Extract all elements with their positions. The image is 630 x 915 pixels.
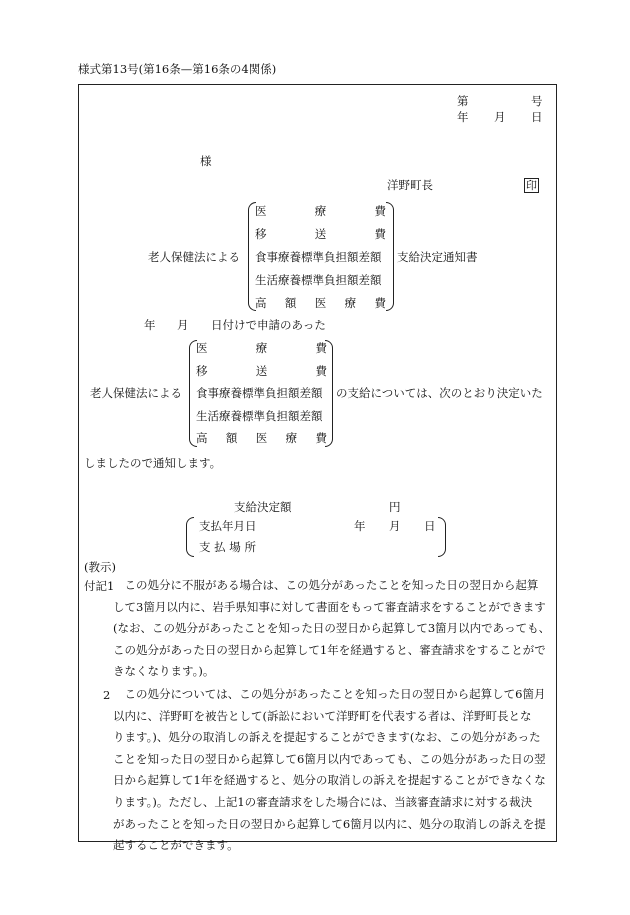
application-text: 日付けで申請のあった <box>211 318 326 332</box>
block2-item-1 <box>196 363 327 378</box>
note2-label: 2 <box>103 688 111 702</box>
block1-item-4-part-3: 療 <box>344 296 357 310</box>
block2-item-4-part-2: 医 <box>255 431 268 445</box>
block1-item-0-part-2: 費 <box>374 204 386 218</box>
block2-item-4-part-0: 高 <box>196 431 208 445</box>
payment-month: 月 <box>389 519 401 533</box>
closing-text: しましたので通知します。 <box>84 456 222 470</box>
block2-item-4-part-4: 費 <box>315 431 327 445</box>
note2-text: この処分については、この処分があったことを知った日の翌日から起算して6箇月 以内に、洋野町を被告として(訴訟において洋野町を代表する者は、洋野町長とな ります。)、処分の取消しの訴えを提起することができます(なお、この処分があった ことを知った日の翌日から起算して6箇月以内であっても、この処分があった日の翌 日から起算して1年を経過すると、処分の取消しの訴えを提起することができなくな ります。)。ただし、上記1の審査請求をした場合には、当該審査請求に対する裁決 があったことを知った日の翌日から起算して6箇月以内に、処分の取消しの訴えを提 起することができます。 <box>113 687 546 853</box>
application-month: 月 <box>177 318 189 332</box>
block2-item-2 <box>196 388 327 400</box>
block2-item-0 <box>196 343 327 355</box>
block1-item-0-part-1: 療 <box>314 204 327 218</box>
payment-year: 年 <box>354 519 366 533</box>
block1-suffix: 支給決定通知書 <box>397 250 478 264</box>
block1-item-1-part-2: 費 <box>374 227 386 241</box>
block1-item-4-part-0: 高 <box>255 296 267 310</box>
block2-item-4-part-3: 療 <box>285 431 298 445</box>
block2-item-0-part-1: 療 <box>255 341 268 355</box>
seal-mark: 印 <box>526 179 537 192</box>
payment-right-bracket <box>438 517 446 557</box>
date-month: 月 <box>494 110 506 124</box>
block1-item-4 <box>255 298 386 310</box>
date-day: 日 <box>531 110 543 124</box>
block2-item-0-part-0: 医 <box>196 341 208 355</box>
block1-item-0 <box>255 206 386 218</box>
payment-amount-label: 支給決定額 <box>234 500 292 514</box>
payment-left-bracket <box>186 517 194 557</box>
block2-item-3 <box>196 408 327 423</box>
block1-item-4-part-1: 額 <box>284 296 297 310</box>
date-year: 年 <box>457 110 469 124</box>
form-number-label: 様式第13号(第16条—第16条の4関係) <box>78 62 277 76</box>
payment-yen: 円 <box>389 500 401 514</box>
block2-suffix: の支給については、次のとおり決定いた <box>336 386 543 400</box>
block1-prefix: 老人保健法による <box>148 250 240 264</box>
block1-item-4-part-2: 医 <box>314 296 327 310</box>
note1-text: この処分に不服がある場合は、この処分があったことを知った日の翌日から起算 して3箇月以内に、岩手県知事に対して書面をもって審査請求をすることができます (なお、この処分があったことを知った日の翌日から起算して3箇月以内であっても、 この処分があった日の翌日から起算して1年を経過すると、審査請求をすることがで きなくなります。)。 <box>113 578 551 679</box>
payment-place-label: 支 払 場 所 <box>199 540 256 554</box>
number-go: 号 <box>531 94 543 108</box>
sender-name: 洋野町長 <box>387 178 433 192</box>
payment-date-label: 支払年月日 <box>199 519 257 533</box>
block1-item-2 <box>255 252 386 264</box>
number-dai: 第 <box>457 94 469 108</box>
block1-item-1 <box>255 229 386 241</box>
instructions-title: (教示) <box>84 560 116 574</box>
block1-item-3 <box>255 275 386 287</box>
block2-item-1-part-1: 送 <box>255 363 268 378</box>
application-year: 年 <box>144 318 156 332</box>
note1-label: 付記1 <box>84 579 115 593</box>
block2-item-4 <box>196 433 327 445</box>
block2-item-3-part-0: 生活療養標準負担額差額 <box>196 408 323 423</box>
block1-item-1-part-1: 送 <box>314 227 327 241</box>
block2-item-0-part-2: 費 <box>315 341 327 355</box>
block1-item-3-part-0: 生活療養標準負担額差額 <box>255 273 382 287</box>
block2-item-1-part-0: 移 <box>196 363 208 378</box>
block2-item-1-part-2: 費 <box>315 363 327 378</box>
block2-item-4-part-1: 額 <box>225 431 238 445</box>
block1-item-4-part-4: 費 <box>374 296 386 310</box>
block1-item-0-part-0: 医 <box>255 204 267 218</box>
block2-prefix: 老人保健法による <box>90 386 182 400</box>
block1-item-1-part-0: 移 <box>255 227 267 241</box>
addressee-sama: 様 <box>200 154 212 168</box>
block2-item-2-part-0: 食事療養標準負担額差額 <box>196 386 323 400</box>
block1-item-2-part-0: 食事療養標準負担額差額 <box>255 250 382 264</box>
block1-right-bracket <box>386 202 394 311</box>
payment-day: 日 <box>424 519 436 533</box>
